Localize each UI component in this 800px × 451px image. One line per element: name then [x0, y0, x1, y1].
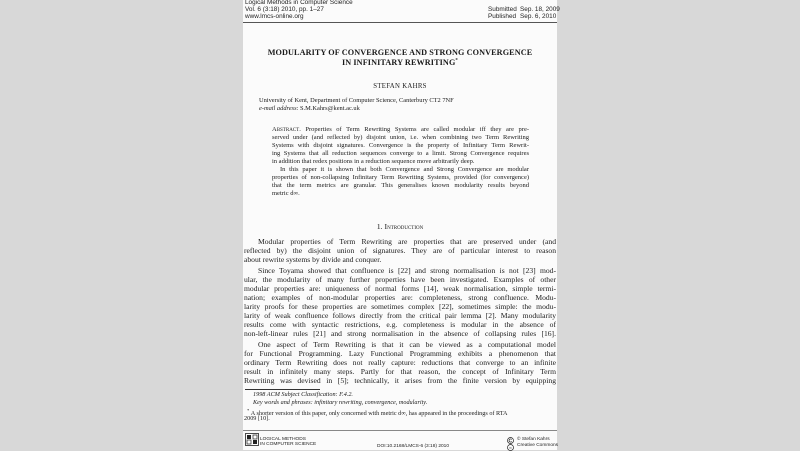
email-line	[259, 105, 360, 113]
abstract-line-1	[272, 126, 529, 134]
abstract-line-2: served under (and reflected by) disjoint union, i.e. when combining two Term Rewriting	[272, 134, 529, 141]
journal-name: Logical Methods in Computer Science	[245, 0, 353, 6]
abstract-line-3: Systems with disjoint signatures. Convergence is the property of Infinitary Term Rewrit-	[272, 142, 529, 149]
keywords-text: Key words and phrases: infinitary rewriting, convergence, modularity.	[253, 399, 428, 406]
acm-classification-text: 1998 ACM Subject Classification: F.4.2.	[253, 391, 353, 398]
paragraph-3-line-5: Rewriting was devised in [5]; technically, it arises from the finite version by equipping	[244, 376, 556, 385]
lmcs-logo-icon	[245, 433, 259, 446]
journal-website[interactable]: www.lmcs-online.org	[245, 13, 304, 20]
paragraph-2-line-3: modular properties are: uniqueness of normal forms [14], weak normalisation, simple termi-	[244, 284, 556, 293]
title-footnote-mark: *	[455, 58, 459, 64]
paragraph-3-line-3: ordinary Term Rewriting does not really capture: reductions that converge to an infinite	[244, 358, 556, 367]
footnote-text-line-2: 2009 [10].	[244, 415, 270, 422]
abstract-text: Properties of Term Rewriting Systems are called modular iff they are pre-	[305, 126, 529, 133]
author-name: STEFAN KAHRS	[373, 83, 427, 90]
footer-logo-line-1: LOGICAL METHODS	[260, 437, 306, 442]
published-label: Published	[488, 13, 517, 20]
footnote-rule	[245, 389, 320, 390]
abstract-line-6: In this paper it is shown that both Convergence and Strong Convergence are modular	[280, 166, 529, 173]
abstract-line-9: metric d∞.	[272, 190, 300, 197]
footer-doi[interactable]: DOI:10.2168/LMCS-6 (3:18) 2010	[377, 444, 449, 449]
paper-title-line-2	[243, 58, 557, 67]
paragraph-3-line-2: for Functional Programming. Lazy Functional Programming exhibits a phenomenon that	[244, 349, 556, 358]
paragraph-2-line-2: ular, the modularity of many further properties have been investigated. Examples of other	[244, 275, 556, 284]
license-type[interactable]: Creative Commons	[517, 443, 559, 448]
submitted-date: Sep. 18, 2009	[520, 6, 560, 13]
abstract-line-5: in addition that redex positions in a reduction sequence move arbitrarily deep.	[272, 158, 475, 165]
footer-rule	[243, 430, 557, 431]
journal-volume: Vol. 6 (3:18) 2010, pp. 1–27	[245, 6, 324, 13]
section-title: Introduction	[384, 222, 424, 231]
keywords	[253, 399, 427, 407]
paragraph-1-line-2: reflected by) the disjoint union of signatures. They are of particular interest to reason	[244, 246, 556, 255]
section-heading	[243, 222, 557, 231]
submitted-label: Submitted	[488, 6, 517, 13]
section-number: 1.	[376, 222, 383, 231]
affiliation: University of Kent, Department of Computer Science, Canterbury CT2 7NF	[259, 97, 454, 104]
paragraph-3-line-4: result in infinitely many steps. Partly for that reason, the concept of Infinitary Term	[244, 367, 556, 376]
paper-title-line-1: MODULARITY OF CONVERGENCE AND STRONG CONVERGENCE	[267, 48, 533, 57]
email-address[interactable]: : S.M.Kahrs@kent.ac.uk	[296, 105, 360, 112]
paragraph-1-line-3: about rewrite systems by divide and conquer.	[244, 255, 382, 264]
svg-text:cc: cc	[509, 445, 512, 450]
paragraph-3-line-1: One aspect of Term Rewriting is that it can be viewed as a computational model	[258, 340, 556, 349]
paragraph-2-line-7: results come with syntactic restrictions, e.g. completeness is modular in the absence of	[244, 320, 556, 329]
paragraph-2-line-6: larity of weak confluence follows directly from the critical pair lemma [2]. Many modularity	[244, 311, 556, 320]
abstract-heading: Abstract.	[272, 126, 301, 133]
footer-logo-line-2: IN COMPUTER SCIENCE	[260, 442, 317, 447]
paragraph-2-line-8: non-left-linear rules [21] and strong normalisation in the absence of collapsing rules [16].	[244, 329, 556, 338]
paragraph-2-line-4: nation; examples of non-modular properties are: completeness, strong confluence. Modu-	[244, 293, 556, 302]
paper-page	[243, 0, 560, 450]
license-holder: © Stefan Kahrs	[517, 437, 550, 442]
email-label: e-mail address	[259, 105, 297, 112]
published-date: Sep. 6, 2010	[520, 13, 557, 20]
paragraph-2-line-5: larity proofs for these properties are sometimes complex [22], sometimes simple: the modu-	[244, 302, 556, 311]
footnote-text-line-1: A shorter version of this paper, only concerned with metric d∞, has appeared in the proceedings of RTA	[250, 410, 508, 418]
acm-classification	[253, 391, 353, 399]
abstract-line-4: ing Systems that all reduction sequences converge to a limit. Strong Convergence requires	[272, 150, 529, 157]
abstract-line-8: that the term metrics are granular. This generalises known modularity results beyond	[272, 182, 529, 189]
abstract-line-7: properties of non-collapsing Infinitary Term Rewriting Systems, provided (for convergence)	[272, 174, 529, 181]
paper-title-text: IN INFINITARY REWRITING	[341, 58, 456, 67]
paragraph-1-line-1: Modular properties of Term Rewriting are properties that are preserved under (and	[258, 237, 556, 246]
paragraph-2-line-1: Since Toyama showed that confluence is [22] and strong normalisation is not [23] mod-	[258, 266, 556, 275]
copyright-icon	[507, 437, 514, 444]
footnote-shorter-version	[247, 407, 508, 418]
header-rule	[243, 22, 557, 23]
footnote-mark: *	[247, 408, 250, 413]
